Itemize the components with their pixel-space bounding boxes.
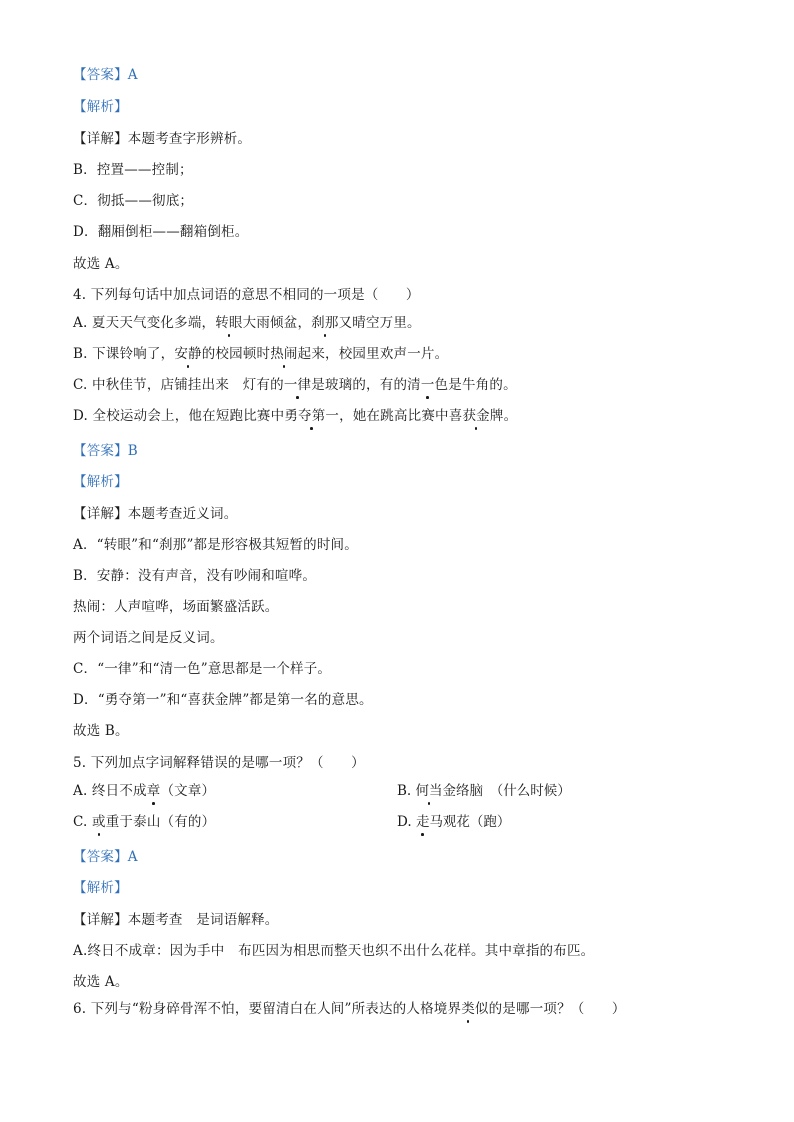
text-segment: C. (73, 814, 93, 830)
text-segment: 似的是哪一项？（ ） (474, 1001, 626, 1017)
text-segment: C. 中秋佳节，店铺挂出来 灯有的 (73, 377, 284, 393)
dotted-word: 章 (146, 783, 161, 799)
question-5-option-d (397, 813, 510, 831)
explanation-line: 两个词语之间是反义词。 (73, 630, 224, 646)
conclusion-line: 故选 A。 (73, 974, 129, 990)
question-4-option-b (73, 345, 448, 363)
text-segment: A. 终日不成 (73, 783, 147, 799)
text-segment: 6. 下列与“粉身碎骨浑不怕，要留清白在人间”所表达的人格境界 (73, 1001, 462, 1017)
detail-line: 【详解】本题考查近义词。 (73, 506, 238, 522)
text-segment: 金络脑 （什么时候） (442, 783, 571, 799)
text-segment: A. 夏天天气变化多端， (73, 315, 216, 331)
question-4-stem: 4. 下列每句话中加点词语的意思不相同的一项是（ ） (73, 287, 420, 303)
question-4-option-d (73, 407, 517, 425)
dotted-word: 类 (461, 1001, 475, 1017)
explanation-line: C．彻抵——彻底； (73, 193, 194, 209)
analysis-label: 【解析】 (73, 880, 128, 896)
text-segment: 马观花（跑） (429, 814, 511, 830)
text-segment: B. (397, 783, 416, 799)
explanation-line: B．控置——控制； (73, 162, 193, 178)
conclusion-line: 故选 A。 (73, 256, 129, 272)
text-segment: B. 下课铃响了， (73, 346, 175, 362)
dotted-word: 清一色 (407, 377, 449, 393)
question-5-stem: 5. 下列加点字词解释错误的是哪一项？（ ） (73, 755, 365, 771)
text-segment: D. 全校运动会上，他在短跑比赛中 (73, 408, 285, 424)
explanation-line: C．“一律”和“清一色”意思都是一个样子。 (73, 661, 332, 677)
dotted-word: 走 (415, 814, 430, 830)
text-segment: 是玻璃的，有的 (311, 377, 408, 393)
explanation-line: B．安静：没有声音，没有吵闹和喧哗。 (73, 568, 317, 584)
dotted-word: 刹那 (311, 315, 339, 331)
question-5-option-b (397, 782, 571, 800)
dotted-word: 何当 (415, 783, 443, 799)
explanation-line: A．“转眼”和“刹那”都是形容极其短暂的时间。 (73, 537, 358, 553)
conclusion-line: 故选 B。 (73, 723, 129, 739)
dotted-word: 热闹 (270, 346, 298, 362)
text-segment: 是牛角的。 (448, 377, 517, 393)
answer-label: 【答案】A (73, 849, 138, 865)
explanation-line: A.终日不成章：因为手中 布匹因为相思而整天也织不出什么花样。其中章指的布匹。 (73, 943, 595, 959)
dotted-word: 喜获金牌 (448, 408, 504, 424)
explanation-line: D．“勇夺第一”和“喜获金牌”都是第一名的意思。 (73, 692, 373, 708)
explanation-line: D．翻厢倒柜——翻箱倒柜。 (73, 224, 249, 240)
question-4-option-c (73, 376, 517, 394)
analysis-label: 【解析】 (73, 99, 128, 115)
text-segment: 重于泰山（有的） (105, 814, 216, 830)
answer-label: 【答案】B (73, 443, 138, 459)
dotted-word: 一律 (283, 377, 312, 393)
analysis-label: 【解析】 (73, 474, 128, 490)
text-segment: 大雨倾盆， (242, 315, 312, 331)
dotted-word: 或 (92, 814, 106, 830)
text-segment: 的校园顿时 (201, 346, 271, 362)
question-5-option-a (73, 782, 215, 800)
detail-line: 【详解】本题考查 是词语解释。 (73, 912, 279, 928)
explanation-line: 热闹：人声喧哗，场面繁盛活跃。 (73, 599, 279, 615)
dotted-word: 勇夺第一 (284, 408, 340, 424)
question-5-option-c (73, 813, 215, 831)
detail-line: 【详解】本题考查字形辨析。 (73, 131, 252, 147)
answer-label: 【答案】A (73, 67, 138, 83)
dotted-word: 转眼 (215, 315, 243, 331)
text-segment: D. (397, 814, 416, 830)
question-4-option-a (73, 314, 421, 332)
text-segment: 。 (503, 408, 518, 424)
text-segment: （文章） (160, 783, 216, 799)
text-segment: ，她在跳高比赛中 (339, 408, 449, 424)
text-segment: 起来，校园里欢声一片。 (297, 346, 449, 362)
text-segment: 又晴空万里。 (338, 315, 421, 331)
dotted-word: 安静 (174, 346, 202, 362)
question-6-stem (73, 1000, 626, 1018)
